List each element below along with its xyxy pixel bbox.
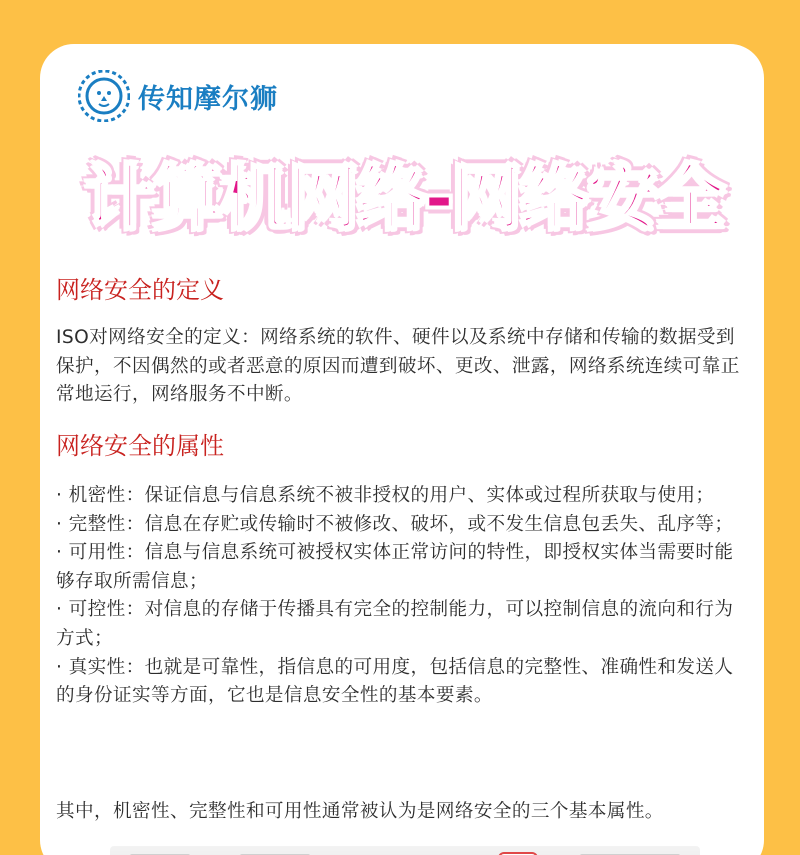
attribute-integrity: · 完整性：信息在存贮或传输时不被修改、破坏，或不发生信息包丢失、乱序等； xyxy=(56,513,734,535)
definition-text: ISO对网络安全的定义：网络系统的软件、硬件以及系统中存储和传输的数据受到保护，不因偶然的或者恶意的原因而遭到破坏、更改、泄露，网络系统连续可靠正常地运行，网络服务不中断。 xyxy=(56,327,740,406)
lion-logo-icon xyxy=(78,70,130,122)
attribute-authenticity: · 真实性：也就是可靠性，指信息的可用度，包括信息的完整性、准确性和发送人的身份证实等方面，它也是信息安全性的基本要素。 xyxy=(56,656,734,707)
content-card xyxy=(40,44,764,855)
footer-image-strip xyxy=(110,846,700,855)
hero-title: 计算机网络-网络安全 xyxy=(84,157,724,239)
attribute-availability: · 可用性：信息与信息系统可被授权实体正常访问的特性，即授权实体当需要时能够存取所需信息； xyxy=(56,542,734,592)
attributes-heading: 网络安全的属性 xyxy=(56,432,224,460)
brand-header xyxy=(78,68,278,124)
brand-name: 传知摩尔狮 xyxy=(138,83,278,115)
attribute-controllability: · 可控性：对信息的存储于传播具有完全的控制能力，可以控制信息的流向和行为方式； xyxy=(56,599,734,649)
attributes-summary: 其中，机密性、完整性和可用性通常被认为是网络安全的三个基本属性。 xyxy=(56,801,664,822)
attributes-list xyxy=(56,482,752,711)
attribute-confidentiality: · 机密性：保证信息与信息系统不被非授权的用户、实体或过程所获取与使用； xyxy=(56,485,715,506)
definition-heading: 网络安全的定义 xyxy=(56,276,224,304)
